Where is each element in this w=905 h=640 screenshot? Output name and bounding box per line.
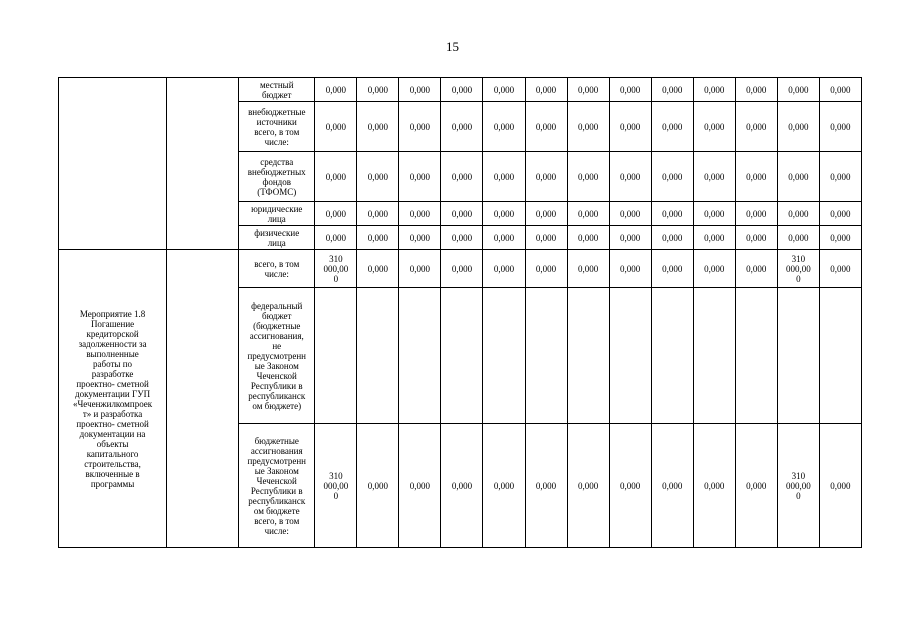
value-cell: 0,000: [441, 226, 483, 250]
value-cell: 0,000: [399, 152, 441, 202]
value-cell: 0,000: [609, 424, 651, 548]
value-cell: 310 000,00 0: [315, 250, 357, 288]
value-cell: 0,000: [819, 152, 861, 202]
value-cell: 0,000: [693, 424, 735, 548]
value-cell: 0,000: [693, 78, 735, 102]
value-cell: [735, 288, 777, 424]
value-cell: 310 000,00 0: [777, 250, 819, 288]
value-cell: 0,000: [315, 202, 357, 226]
budget-table: [58, 77, 862, 548]
value-cell: 0,000: [567, 424, 609, 548]
value-cell: 0,000: [357, 202, 399, 226]
value-cell: 0,000: [483, 250, 525, 288]
value-cell: [483, 288, 525, 424]
value-cell: 0,000: [441, 424, 483, 548]
value-cell: [693, 288, 735, 424]
value-cell: [567, 288, 609, 424]
value-cell: 0,000: [525, 250, 567, 288]
value-cell: 0,000: [441, 78, 483, 102]
value-cell: 0,000: [609, 226, 651, 250]
value-cell: 0,000: [609, 250, 651, 288]
value-cell: 0,000: [399, 102, 441, 152]
value-cell: 0,000: [735, 424, 777, 548]
funding-source: федеральный бюджет (бюджетные ассигнования, не предусмотренн ые Законом Чеченской Республики в республиканск ом бюджете): [239, 288, 315, 424]
value-cell: 0,000: [399, 202, 441, 226]
value-cell: 0,000: [357, 250, 399, 288]
value-cell: 0,000: [651, 152, 693, 202]
value-cell: 0,000: [819, 102, 861, 152]
value-cell: 0,000: [441, 250, 483, 288]
value-cell: 0,000: [609, 202, 651, 226]
value-cell: 0,000: [735, 202, 777, 226]
value-cell: 0,000: [567, 202, 609, 226]
value-cell: 0,000: [819, 78, 861, 102]
value-cell: 0,000: [399, 250, 441, 288]
activity-cell-empty: [59, 78, 167, 250]
value-cell: 0,000: [777, 226, 819, 250]
value-cell: 0,000: [819, 226, 861, 250]
value-cell: [525, 288, 567, 424]
value-cell: 0,000: [399, 424, 441, 548]
value-cell: 0,000: [693, 102, 735, 152]
value-cell: 0,000: [693, 250, 735, 288]
value-cell: 0,000: [357, 102, 399, 152]
funding-source: юридические лица: [239, 202, 315, 226]
value-cell: 0,000: [525, 202, 567, 226]
value-cell: 0,000: [357, 78, 399, 102]
funding-source: средства внебюджетных фондов (ТФОМС): [239, 152, 315, 202]
value-cell: [819, 288, 861, 424]
value-cell: 0,000: [483, 424, 525, 548]
funding-source: всего, в том числе:: [239, 250, 315, 288]
funding-source: физические лица: [239, 226, 315, 250]
value-cell: 0,000: [567, 102, 609, 152]
value-cell: 0,000: [357, 152, 399, 202]
value-cell: [357, 288, 399, 424]
value-cell: 0,000: [651, 226, 693, 250]
value-cell: [651, 288, 693, 424]
value-cell: 0,000: [819, 424, 861, 548]
value-cell: 0,000: [567, 250, 609, 288]
value-cell: 0,000: [483, 78, 525, 102]
value-cell: 0,000: [399, 78, 441, 102]
executor-cell-empty: [167, 78, 239, 250]
value-cell: 0,000: [693, 226, 735, 250]
value-cell: 0,000: [609, 152, 651, 202]
value-cell: 0,000: [441, 102, 483, 152]
value-cell: 310 000,00 0: [315, 424, 357, 548]
value-cell: 0,000: [483, 102, 525, 152]
value-cell: 0,000: [651, 424, 693, 548]
funding-source: внебюджетные источники всего, в том числе:: [239, 102, 315, 152]
value-cell: [777, 288, 819, 424]
value-cell: 0,000: [315, 226, 357, 250]
value-cell: 0,000: [399, 226, 441, 250]
value-cell: 0,000: [567, 78, 609, 102]
value-cell: 0,000: [735, 78, 777, 102]
value-cell: 0,000: [777, 78, 819, 102]
value-cell: 0,000: [525, 424, 567, 548]
value-cell: 0,000: [609, 78, 651, 102]
value-cell: 0,000: [651, 202, 693, 226]
value-cell: 0,000: [525, 226, 567, 250]
value-cell: 0,000: [819, 250, 861, 288]
value-cell: 0,000: [441, 202, 483, 226]
value-cell: 0,000: [357, 424, 399, 548]
value-cell: 0,000: [819, 202, 861, 226]
table-row: [59, 78, 862, 102]
value-cell: 0,000: [735, 152, 777, 202]
value-cell: 0,000: [315, 152, 357, 202]
value-cell: 0,000: [777, 202, 819, 226]
value-cell: [609, 288, 651, 424]
value-cell: 0,000: [441, 152, 483, 202]
value-cell: 0,000: [315, 102, 357, 152]
value-cell: 0,000: [483, 152, 525, 202]
value-cell: 0,000: [735, 226, 777, 250]
table-row: [59, 250, 862, 288]
value-cell: [399, 288, 441, 424]
value-cell: 310 000,00 0: [777, 424, 819, 548]
page-number: 15: [446, 39, 459, 54]
activity-title: Мероприятие 1.8 Погашение кредиторской задолженности за выполненные работы по разработке проектно- сметной документации ГУП «Чеченжилкомпроек т» и разработка проектно- сметной документации на объекты капитального строительства, включенные в программы: [59, 250, 167, 548]
value-cell: 0,000: [693, 152, 735, 202]
value-cell: 0,000: [483, 226, 525, 250]
executor-cell-empty: [167, 250, 239, 548]
value-cell: 0,000: [525, 102, 567, 152]
value-cell: 0,000: [735, 250, 777, 288]
value-cell: 0,000: [651, 78, 693, 102]
value-cell: 0,000: [777, 152, 819, 202]
value-cell: 0,000: [693, 202, 735, 226]
value-cell: 0,000: [525, 152, 567, 202]
value-cell: 0,000: [651, 102, 693, 152]
value-cell: 0,000: [525, 78, 567, 102]
value-cell: 0,000: [483, 202, 525, 226]
value-cell: 0,000: [609, 102, 651, 152]
value-cell: 0,000: [651, 250, 693, 288]
value-cell: 0,000: [735, 102, 777, 152]
value-cell: 0,000: [357, 226, 399, 250]
funding-source: местный бюджет: [239, 78, 315, 102]
value-cell: 0,000: [567, 152, 609, 202]
value-cell: 0,000: [567, 226, 609, 250]
value-cell: [315, 288, 357, 424]
value-cell: 0,000: [777, 102, 819, 152]
value-cell: [441, 288, 483, 424]
value-cell: 0,000: [315, 78, 357, 102]
funding-source: бюджетные ассигнования предусмотренн ые Законом Чеченской Республики в республиканск ом бюджете всего, в том числе:: [239, 424, 315, 548]
